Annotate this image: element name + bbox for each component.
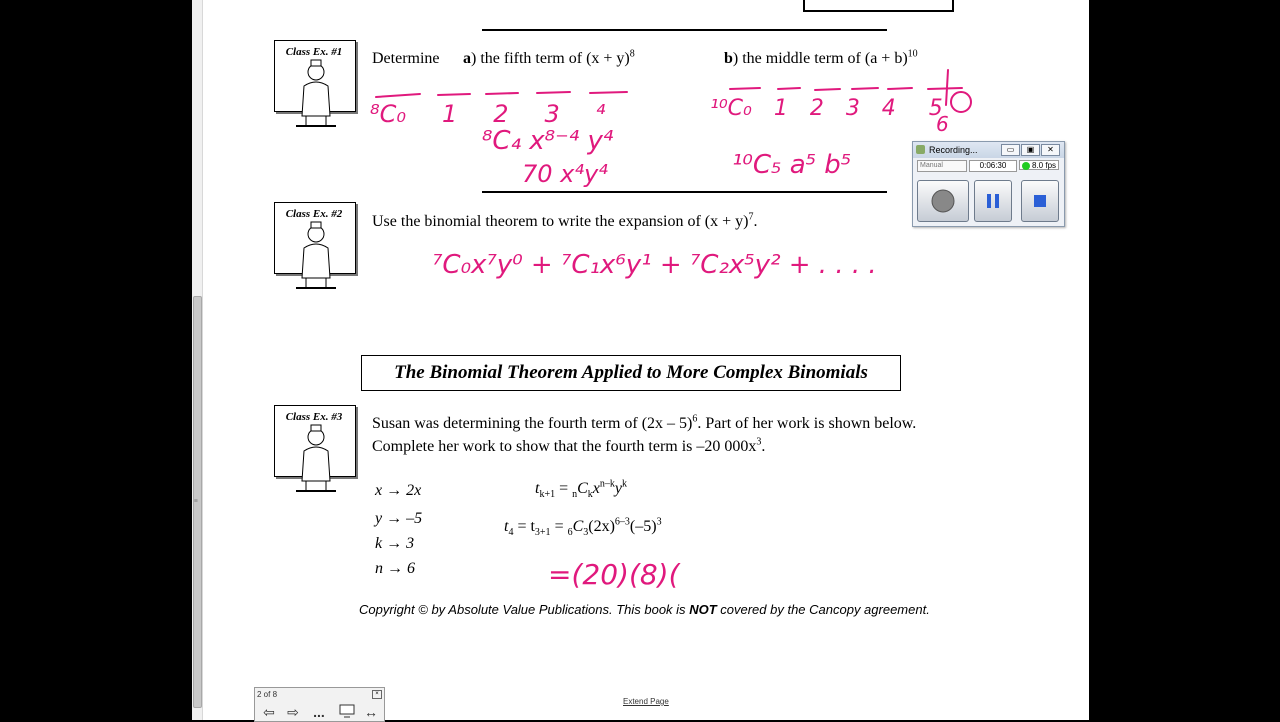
next-page-button[interactable]: ⇨: [287, 704, 299, 720]
record-button[interactable]: [917, 180, 969, 222]
ex3-line2: Complete her work to show that the fourth term is –20 $000x^3$.: [372, 436, 766, 455]
elapsed-time: 0:06:30: [969, 160, 1017, 172]
screen-recorder-window[interactable]: [912, 141, 1065, 227]
example-label: Class Ex. #3: [285, 411, 343, 423]
record-icon: [930, 188, 956, 214]
fourth-term-formula: $t_4 = t_{3+1} = _6C_3(2x)^{6-3}(-5)^3$: [504, 516, 662, 539]
section-title: The Binomial Theorem Applied to More Complex Binomials: [361, 355, 901, 391]
ink-ex2-expansion: ⁷C₀x⁷y⁰ + ⁷C₁x⁶y¹ + ⁷C₂x⁵y² + . . . .: [432, 250, 877, 280]
ink-ex1-a-result: 70 x⁴y⁴: [522, 160, 608, 188]
minimize-button[interactable]: ▭: [1001, 144, 1020, 156]
sub-x: x → 2x: [375, 482, 422, 499]
recorder-app-icon: [916, 145, 925, 154]
page-indicator: 2 of 8: [257, 690, 278, 699]
fps-indicator: 8.0 fps: [1019, 160, 1059, 170]
ink-ex1-a-term: ⁸C₄ x⁸⁻⁴ y⁴: [482, 126, 614, 156]
ink-ex1-b-term: ¹⁰C₅ a⁵ b⁵: [732, 150, 852, 180]
ink-ex1-a-row: ⁸C₀ 1 2 3 ⁴: [370, 100, 606, 128]
ex2-text: Use the binomial theorem to write the expansion of $(x + y)^7$.: [372, 211, 758, 230]
ex3-line1: Susan was determining the fourth term of (2x – 5)$^6$. Part of her work is shown below.: [372, 413, 917, 432]
page-navigator[interactable]: [254, 687, 385, 722]
pause-button[interactable]: [974, 180, 1012, 222]
status-dot-icon: [1022, 162, 1030, 170]
ex1-determine: Determine: [372, 50, 440, 67]
ex1-part-a: a) the fifth term of $(x + y)^8$: [463, 48, 635, 67]
sub-y: y → –5: [375, 510, 423, 527]
previous-page-button[interactable]: ⇦: [263, 704, 275, 720]
ink-ex1-b-row: ¹⁰C₀ 1 2 3 4 5: [710, 96, 943, 121]
stop-icon: [1032, 193, 1048, 209]
sub-n: n → 6: [375, 560, 415, 577]
monitor-icon: [339, 704, 355, 718]
example-label: Class Ex. #2: [285, 208, 343, 220]
extend-page-link[interactable]: Extend Page: [623, 697, 669, 706]
maximize-button[interactable]: ▣: [1021, 144, 1040, 156]
example-label: Class Ex. #1: [285, 46, 343, 58]
sub-k: k → 3: [375, 535, 415, 552]
close-button[interactable]: ✕: [1041, 144, 1060, 156]
pin-icon[interactable]: ×: [372, 690, 382, 699]
screen-capture-button[interactable]: [337, 704, 357, 720]
recorder-title: Recording...: [929, 145, 978, 155]
stop-button[interactable]: [1021, 180, 1059, 222]
expand-button[interactable]: ↔: [364, 704, 378, 720]
ink-ex3-work: =(20)(8)(: [548, 558, 680, 591]
ex1-part-b: b) the middle term of $(a + b)^{10}$: [724, 48, 918, 67]
pause-icon: [985, 192, 1001, 210]
more-options-button[interactable]: ...: [313, 704, 325, 720]
recorder-titlebar[interactable]: [913, 142, 1064, 158]
recording-mode-dropdown[interactable]: Manual: [917, 160, 967, 172]
scroll-grip-icon: ≡: [194, 497, 198, 505]
ink-ex1-b-six: 6: [936, 112, 949, 136]
copyright-notice: Copyright © by Absolute Value Publications. This book is NOT covered by the Cancopy agreement.: [359, 602, 930, 617]
general-term-formula: $t_{k+1} = _nC_kx^{n-k}y^k$: [535, 478, 628, 501]
